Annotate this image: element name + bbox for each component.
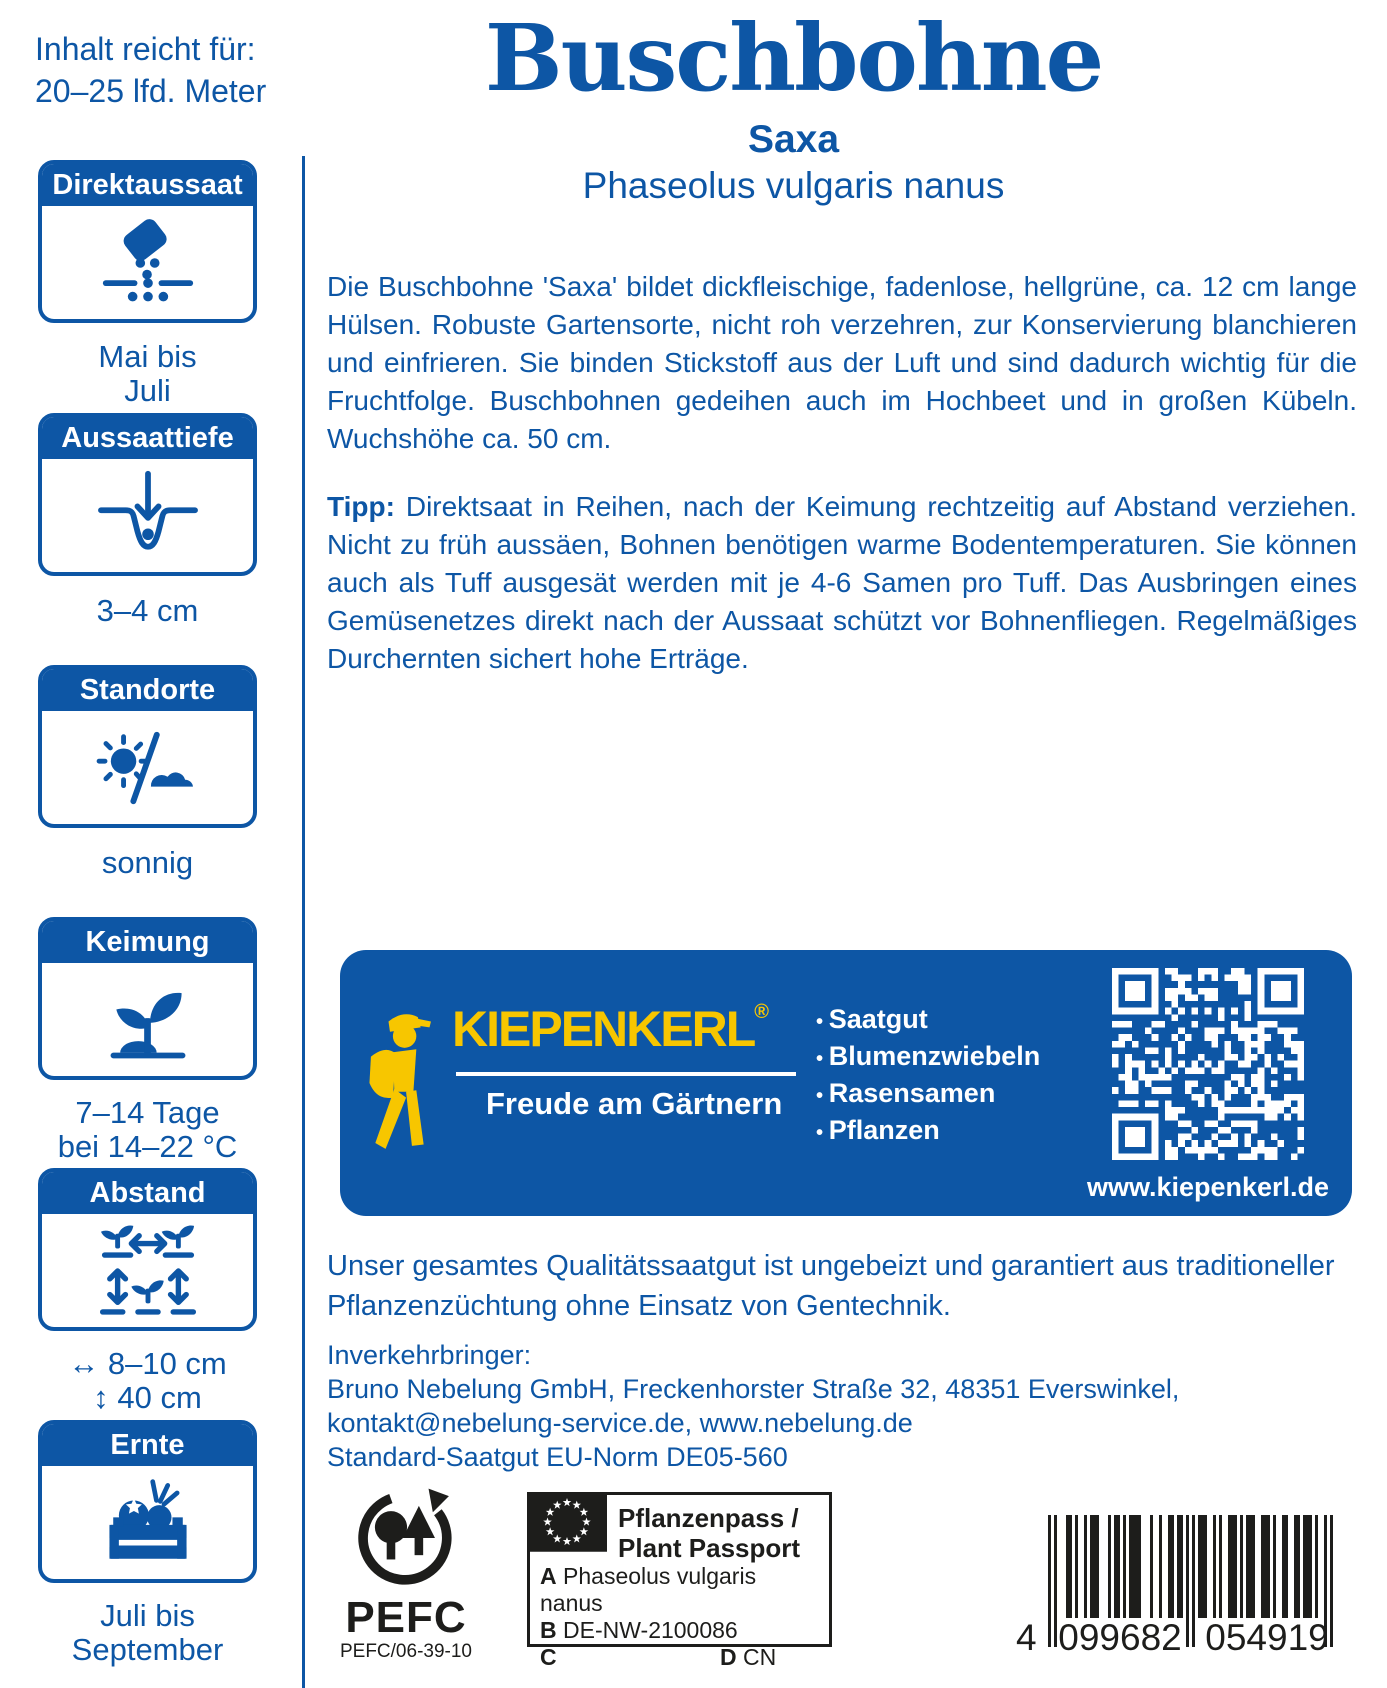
brand-banner [340,950,1352,1216]
distributor-standard: Standard-Saatgut EU-Norm DE05-560 [327,1442,788,1472]
brand-wordmark: KIEPENKERL® [452,1001,770,1057]
plant-passport-title: Pflanzenpass / Plant Passport [618,1503,801,1563]
info-box-title: Aussaattiefe [42,417,253,459]
main-text [327,268,1357,678]
product-item: • Rasensamen [816,1076,1040,1113]
eu-flag-icon [527,1492,607,1552]
description-paragraph: Die Buschbohne 'Saxa' bildet dickfleischige, fadenlose, hellgrüne, ca. 12 cm lange Hülsen. Robuste Gartensorte, nicht roh verzehren, zur Konservierung blanchieren und einfrieren. Sie binden Stickstoff aus der Luft und sind dadurch wichtig für die Fruchtfolge. Buschbohnen gedeihen auch im Hochbeet und in großen Kübeln. Wuchshöhe ca. 50 cm. [327,271,1357,454]
sowing-icon [42,206,253,319]
info-box-ernte [38,1420,257,1583]
caption-direktaussaat: Mai bis Juli [98,339,197,408]
info-box-standorte [38,665,257,828]
tip-text: Direktsaat in Reihen, nach der Keimung rechtzeitig auf Abstand verziehen. Nicht zu früh aussäen, Bohnen benötigen warme Bodentemperaturen. Sie können auch als Tuff ausgesät werden mit je 4-6 Samen pro Tuff. Das Ausbringen eines Gemüsenetzes direkt nach der Aussaat schützt vor Bohnenfliegen. Regelmäßiges Durchernten sichert hohe Erträge. [327,491,1357,674]
info-box-title: Ernte [42,1424,253,1466]
plant-passport-box [527,1492,832,1670]
sun-cloud-icon [42,711,253,824]
variety-name: Saxa [747,118,840,161]
distributor-block [327,1338,1359,1474]
product-item: • Saatgut [816,1002,1040,1039]
barcode-digits-left: 099682 [1058,1617,1182,1658]
product-list [816,1002,1040,1150]
info-box-keimung [38,917,257,1080]
product-item: • Pflanzen [816,1113,1040,1150]
content-note-line1: Inhalt reicht für: [35,31,256,67]
caption-abstand: ↔ 8–10 cm ↕ 40 cm [68,1346,227,1415]
brand-website: www.kiepenkerl.de [1086,1172,1330,1202]
kiepenkerl-man-icon [368,1006,450,1198]
distributor-address: Bruno Nebelung GmbH, Freckenhorster Straße 32, 48351 Everswinkel, [327,1374,1180,1404]
barcode-digits-right: 054919 [1205,1617,1329,1658]
info-box-aussaattiefe [38,413,257,576]
brand-underline [456,1072,796,1076]
qr-code [1112,968,1304,1160]
botanical-name: Phaseolus vulgaris nanus [582,165,1005,206]
brand-tagline: Freude am Gärtnern [486,1086,783,1121]
caption-aussaattiefe: 3–4 cm [96,593,199,628]
germination-icon [42,963,253,1076]
quality-statement: Unser gesamtes Qualitätssaatgut ist ungebeizt und garantiert aus traditioneller Pflanzenzüchtung ohne Einsatz von Gentechnik. [327,1250,1335,1322]
plant-passport-rows [540,1563,822,1671]
tip-paragraph [327,488,1357,678]
info-box-abstand [38,1168,257,1331]
passport-row-cd: C D CN [540,1644,777,1670]
info-box-title: Direktaussaat [42,164,253,206]
sowing-depth-icon [42,459,253,572]
spacing-icon [42,1214,253,1327]
distributor-label: Inverkehrbringer: [327,1340,532,1370]
ean-barcode [1014,1515,1354,1665]
info-box-title: Abstand [42,1172,253,1214]
pefc-certification [328,1482,484,1664]
content-note-line2: 20–25 lfd. Meter [35,73,267,109]
caption-keimung: 7–14 Tage bei 14–22 °C [57,1095,238,1164]
caption-standorte: sonnig [101,845,194,880]
distributor-contact: kontakt@nebelung-service.de, www.nebelung.de [327,1408,913,1438]
pefc-code: PEFC/06-39-10 [339,1641,472,1662]
barcode-digit-lead: 4 [1016,1617,1037,1658]
harvest-crate-icon [42,1466,253,1579]
info-box-title: Keimung [42,921,253,963]
info-box-direktaussaat [38,160,257,323]
pefc-name: PEFC [345,1593,467,1642]
passport-row-a: A Phaseolus vulgaris nanus [540,1563,757,1616]
info-box-title: Standorte [42,669,253,711]
page-title: Buschbohne [484,4,1103,112]
vertical-divider [302,156,305,1688]
passport-row-b: B DE-NW-2100086 [540,1617,738,1643]
headline-block [200,0,1387,208]
pefc-logo-icon [328,1482,484,1594]
product-item: • Blumenzwiebeln [816,1039,1040,1076]
caption-ernte: Juli bis September [71,1598,224,1667]
tip-label: Tipp: [327,491,395,522]
registered-mark: ® [754,1001,770,1023]
